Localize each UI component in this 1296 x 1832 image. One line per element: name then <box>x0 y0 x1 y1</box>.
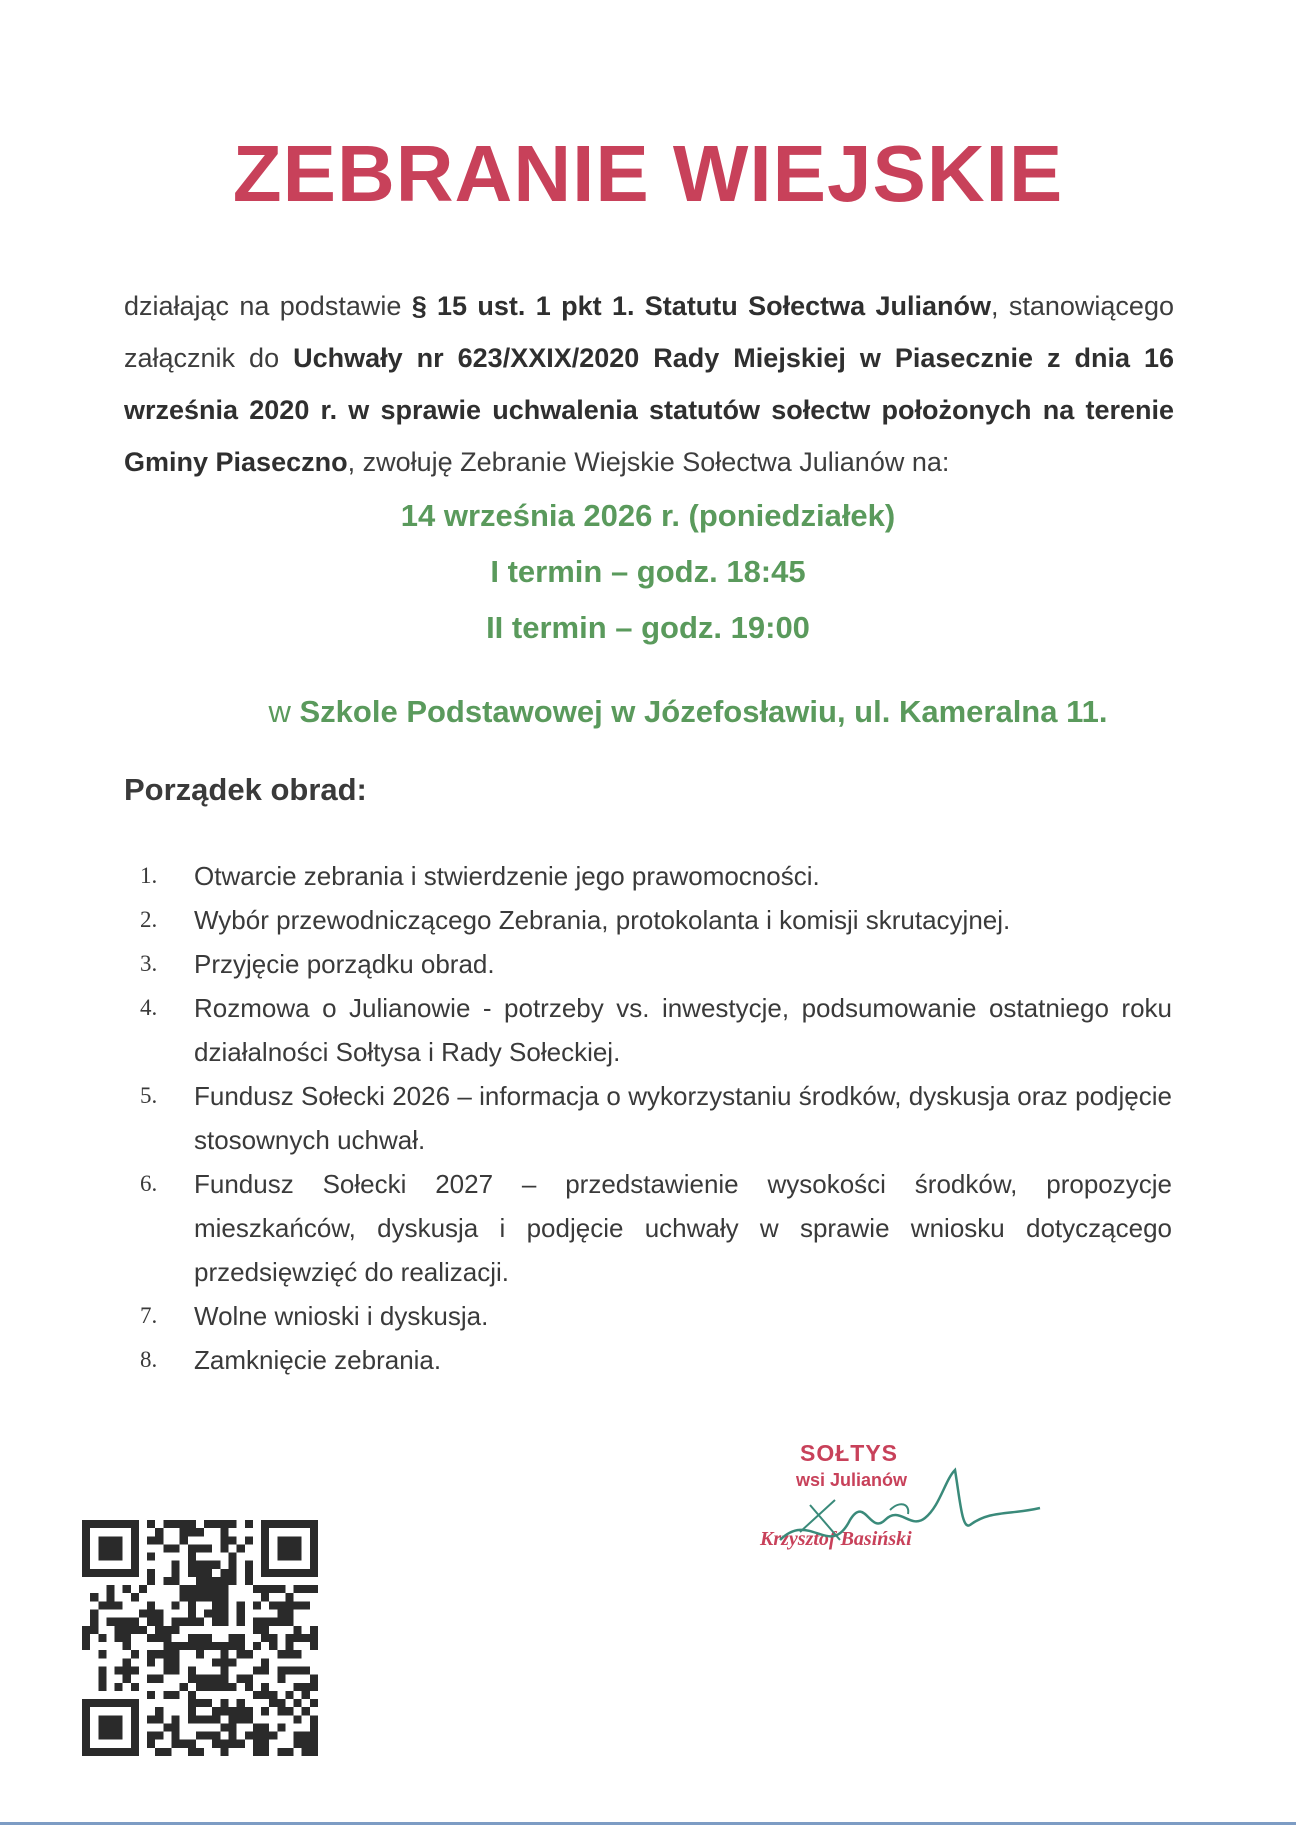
intro-text-1: działając na podstawie <box>124 291 412 321</box>
stamp-title: SOŁTYS <box>800 1440 899 1466</box>
intro-bold-1: § 15 ust. 1 pkt 1. Statutu Sołectwa Julianów <box>411 291 992 321</box>
agenda-item-text: Fundusz Sołecki 2026 – informacja o wykorzystaniu środków, dyskusja oraz podjęcie stosownych uchwał. <box>194 1081 1172 1155</box>
agenda-item <box>140 942 1172 986</box>
agenda-item-number: 3. <box>140 951 158 976</box>
intro-text-2: , stanowiącego załącznik do <box>124 291 1174 373</box>
agenda-item <box>140 854 1172 898</box>
agenda-item-text: Fundusz Sołecki 2027 – przedstawienie wysokości środków, propozycje mieszkańców, dyskusja i podjęcie uchwały w sprawie wniosku dotyczącego przedsięwzięć do realizacji. <box>194 1169 1172 1287</box>
agenda-item-number: 8. <box>140 1347 158 1372</box>
stamp-name: Krzysztof Basiński <box>760 1528 912 1550</box>
agenda-item <box>140 1162 1172 1294</box>
agenda-item-number: 5. <box>140 1083 158 1108</box>
agenda-item <box>140 1074 1172 1162</box>
agenda-item-text: Rozmowa o Julianowie - potrzeby vs. inwestycje, podsumowanie ostatniego roku działalności Sołtysa i Rady Sołeckiej. <box>194 993 1172 1067</box>
soltys-stamp <box>740 1440 1060 1580</box>
agenda-item-number: 2. <box>140 907 158 932</box>
agenda-item-text: Otwarcie zebrania i stwierdzenie jego prawomocności. <box>194 861 820 891</box>
intro-text-3: , zwołuję Zebranie Wiejskie Sołectwa Julianów na: <box>347 447 950 477</box>
bottom-divider <box>0 1822 1296 1825</box>
page-title: ZEBRANIE WIEJSKIE <box>232 129 1064 218</box>
agenda-item <box>140 1338 1172 1382</box>
agenda-item-text: Zamknięcie zebrania. <box>194 1345 442 1375</box>
agenda-heading: Porządek obrad: <box>124 772 367 807</box>
qr-code-icon <box>82 1520 318 1756</box>
agenda-item-number: 4. <box>140 995 158 1020</box>
intro-paragraph <box>124 280 1174 488</box>
agenda-list <box>140 854 1172 1382</box>
agenda-item-number: 7. <box>140 1303 158 1328</box>
meeting-date: 14 września 2026 r. (poniedziałek) <box>400 498 896 533</box>
intro-bold-2: Uchwały nr 623/XXIX/2020 Rady Miejskiej w Piasecznie z dnia 16 września 2020 r. w sprawie uchwalenia statutów sołectw położonych na terenie Gminy Piaseczno <box>124 343 1174 477</box>
stamp-subtitle: wsi Julianów <box>796 1470 908 1490</box>
agenda-item <box>140 1294 1172 1338</box>
agenda-item <box>140 898 1172 942</box>
agenda-item-text: Przyjęcie porządku obrad. <box>194 949 495 979</box>
handwritten-signature <box>740 1440 1060 1580</box>
meeting-term-1: I termin – godz. 18:45 <box>490 554 806 589</box>
agenda-item-text: Wolne wnioski i dyskusja. <box>194 1301 489 1331</box>
agenda-item-text: Wybór przewodniczącego Zebrania, protokolanta i komisji skrutacyjnej. <box>194 905 1011 935</box>
agenda-item-number: 6. <box>140 1171 158 1196</box>
agenda-item <box>140 986 1172 1074</box>
meeting-term-2: II termin – godz. 19:00 <box>486 610 810 645</box>
agenda-item-number: 1. <box>140 863 158 888</box>
meeting-place-prefix: w <box>268 694 300 729</box>
meeting-place <box>40 694 1296 730</box>
meeting-place-name: Szkole Podstawowej w Józefosławiu, ul. Kameralna 11. <box>299 694 1108 729</box>
